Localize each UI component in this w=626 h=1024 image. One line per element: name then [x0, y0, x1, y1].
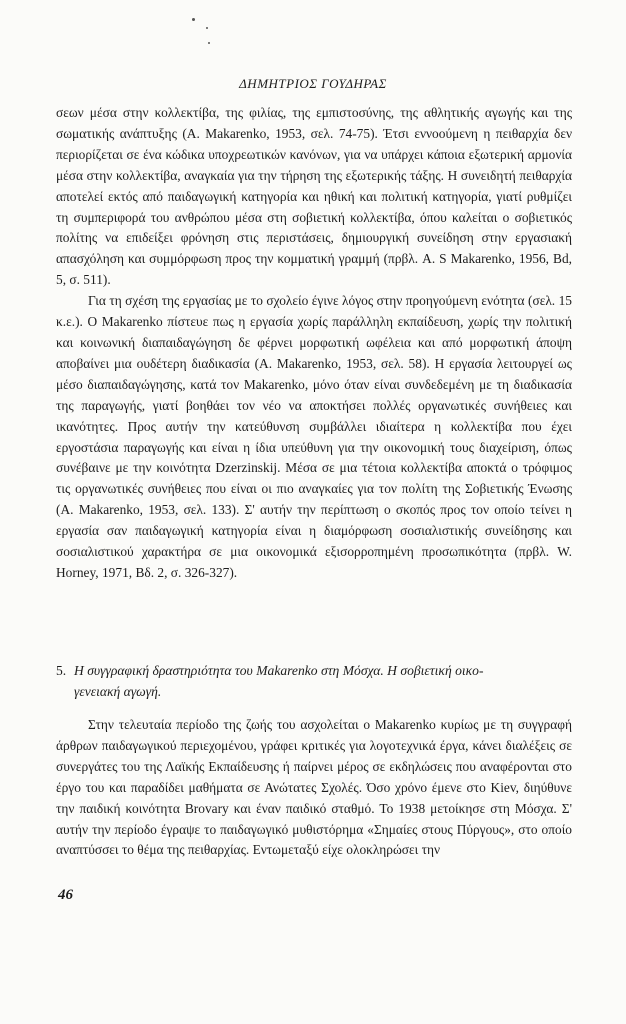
- body-text-upper: [56, 103, 572, 584]
- scan-speck: [192, 18, 195, 21]
- scan-speck: [208, 42, 210, 44]
- section-number: 5.: [56, 663, 67, 678]
- section-title-line1: Η συγγραφική δραστηριότητα του Makarenko στη Μόσχα. Η σοβιετική οικο-: [74, 663, 484, 678]
- paragraph: Στην τελευταία περίοδο της ζωής του ασχολείται ο Makarenko κυρίως με τη συγγραφή άρθρων παιδαγωγικού περιεχομένου, γράφει κριτικές για λογοτεχνικά έργα, κάνει διαλέξεις σε συνεργάτες του της Λαϊκής Εκπαίδευσης ή παίρνει μέρος σε εκδηλώσεις που αναφέρονται στο έργο του και παραδίδει μαθήματα σε Ανώτατες Σχολές. Όσο χρόνο έμενε στο Kiev, διηύθυνε την παιδική κοινότητα Brovary και έναν παιδικό σταθμό. Το 1938 μετοίκησε στη Μόσχα. Σ' αυτήν την περίοδο έγραψε το παιδαγωγικό μυθιστόρημα «Σημαίες στους Πύργους», στο οποίο αναπτύσσει το θέμα της πειθαρχίας. Εντωμεταξύ είχε ολοκληρώσει την: [56, 717, 572, 858]
- body-text-lower: [56, 715, 572, 861]
- section-heading: [56, 660, 572, 702]
- scan-speck: [206, 27, 208, 29]
- page-number: 46: [58, 887, 73, 903]
- paragraph: σεων μέσα στην κολλεκτίβα, της φιλίας, της εμπιστοσύνης, της αθλητικής αγωγής και της σωματικής ανάπτυξης (A. Makarenko, 1953, σελ. 74-75). Έτσι εννοούμενη η πειθαρχία δεν περιορίζεται σε ένα κώδικα υποχρεωτικών κανόνων, για να υπάρχει κάποια εξωτερική αρμονία μέσα στην κολλεκτίβα, αναγκαία για την τήρηση της εξωτερικής τάξης. Η συνειδητή πειθαρχία αποτελεί εκτός από παιδαγωγική κατηγορία και ηθική και πολιτική κατηγορία, γιατί ρυθμίζει τη συμπεριφορά του ανθρώπου μέσα στη σοβιετική κολλεκτίβα, όπου καλείται ο σοβιετικός πολίτης να επιδείξει φρόνηση στις περιστάσεις, δημιουργική συνείδηση στην εργασιακή απασχόληση και συμμόρφωση προς την κομματική γραμμή (πρβλ. A. S Makarenko, 1956, Bd, 5, σ. 511).: [56, 105, 572, 288]
- section-title-line2: γενειακή αγωγή.: [74, 684, 162, 699]
- paragraph: Για τη σχέση της εργασίας με το σχολείο έγινε λόγος στην προηγούμενη ενότητα (σελ. 15 κ.ε.). Ο Makarenko πίστευε πως η εργασία χωρίς παράλληλη εκπαίδευση, χωρίς την πολιτική και κοινωνική διαπαιδαγώγηση δε φέρνει μορφωτική ωφέλεια και από μορφωτική άποψη αποβαίνει μια ουδέτερη διαδικασία (A. Makarenko, 1953, σελ. 58). Η εργασία λειτουργεί ως μέσο διαπαιδαγώγησης, κατά τον Makarenko, μόνο όταν είναι συνδεδεμένη με τη διαδικασία της παραγωγής, γιατί βοηθάει τον νέο να αποκτήσει πολλές οργανωτικές συνήθειες και ικανότητες. Προς αυτήν την κατεύθυνση συμβάλλει ιδιαίτερα η κολλεκτίβα που έχει εργοστάσια παραγωγής και είναι η ίδια υπεύθυνη για την οικονομική τους διαχείριση, όπως συνέβαινε με την κοινότητα Dzerzinskij. Μέσα σε μια τέτοια κολλεκτίβα αποκτά ο τρόφιμος τις οργανωτικές συνήθειες που είναι οι πιο αναγκαίες για τον πολίτη της Σοβιετικής Ένωσης (A. Makarenko, 1953, σελ. 133). Σ' αυτήν την περίπτωση ο σκοπός προς τον οποίο τείνει η εργασία σαν παιδαγωγική κατηγορία είναι η διαμόρφωση σοσιαλιστικής συνείδησης και σοσιαλιστικού χαρακτήρα σε μια οικονομικά εξισορροπημένη προσωπικότητα (πρβλ. W. Horney, 1971, Βδ. 2, σ. 326-327).: [56, 293, 572, 580]
- running-head: ΔΗΜΗΤΡΙΟΣ ΓΟΥΔΗΡΑΣ: [239, 76, 387, 91]
